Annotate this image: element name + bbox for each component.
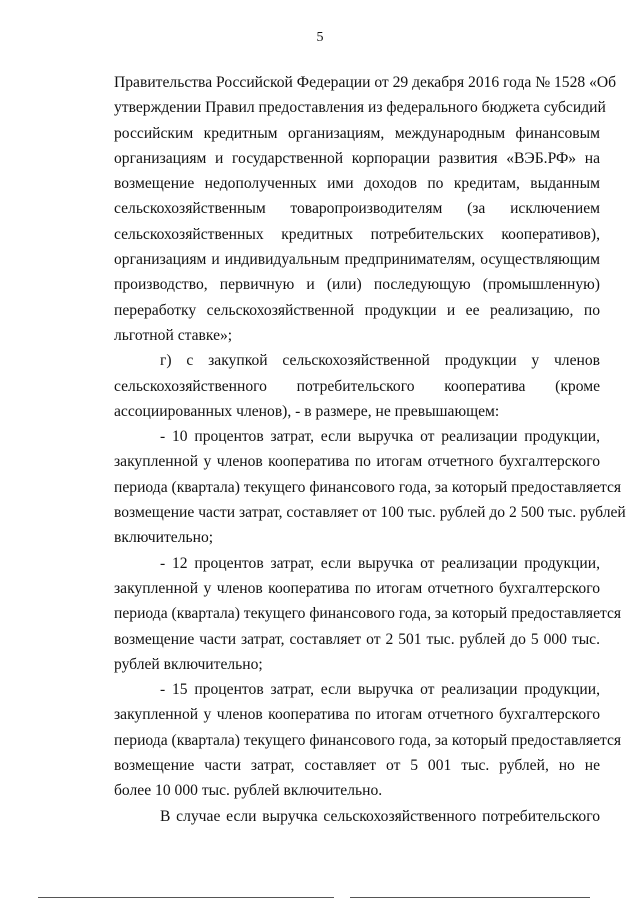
- text-line: сельскохозяйственным товаропроизводителям (за исключением: [114, 200, 600, 218]
- text-line: периода (квартала) текущего финансового года, за который предоставляется: [114, 478, 622, 496]
- text-line: г) с закупкой сельскохозяйственной продукции у членов: [160, 352, 600, 370]
- text-line: рублей включительно;: [114, 655, 263, 673]
- text-line: - 15 процентов затрат, если выручка от реализации продукции,: [160, 681, 600, 699]
- text-line: закупленной у членов кооператива по итогам отчетного бухгалтерского: [114, 579, 600, 597]
- text-line: организациям и государственной корпорации развития «ВЭБ.РФ» на: [114, 149, 600, 167]
- text-line: возмещение части затрат, составляет от 5 001 тыс. рублей, но не: [114, 757, 600, 775]
- text-line: утверждении Правил предоставления из федерального бюджета субсидий: [114, 99, 606, 117]
- text-line: сельскохозяйственных кредитных потребительских кооперативов),: [114, 225, 600, 243]
- text-line: периода (квартала) текущего финансового года, за который предоставляется: [114, 605, 622, 623]
- text-line: возмещение части затрат, составляет от 2 501 тыс. рублей до 5 000 тыс.: [114, 630, 600, 648]
- text-line: ассоциированных членов), - в размере, не превышающем:: [114, 402, 500, 420]
- footer-rule-right: [350, 897, 590, 898]
- text-line: сельскохозяйственного потребительского кооператива (кроме: [114, 377, 600, 395]
- text-line: организациям и индивидуальным предпринимателям, осуществляющим: [114, 251, 600, 269]
- document-body: [114, 70, 626, 829]
- text-line: - 12 процентов затрат, если выручка от реализации продукции,: [160, 554, 600, 572]
- text-line: периода (квартала) текущего финансового года, за который предоставляется: [114, 731, 622, 749]
- text-line: закупленной у членов кооператива по итогам отчетного бухгалтерского: [114, 706, 600, 724]
- text-line: закупленной у членов кооператива по итогам отчетного бухгалтерского: [114, 453, 600, 471]
- text-line: включительно;: [114, 529, 214, 547]
- text-line: льготной ставке»;: [114, 326, 233, 344]
- page-number: 5: [316, 30, 324, 45]
- text-line: более 10 000 тыс. рублей включительно.: [114, 782, 383, 800]
- text-line: - 10 процентов затрат, если выручка от реализации продукции,: [160, 428, 600, 446]
- text-line: возмещение недополученных ими доходов по кредитам, выданным: [114, 175, 600, 193]
- text-line: В случае если выручка сельскохозяйственного потребительского: [160, 807, 600, 825]
- text-line: производство, первичную и (или) последующую (промышленную): [114, 276, 600, 294]
- footer-rule-left: [38, 897, 334, 898]
- text-line: переработку сельскохозяйственной продукции и ее реализацию, по: [114, 301, 600, 319]
- text-line: возмещение части затрат, составляет от 100 тыс. рублей до 2 500 тыс. рублей: [114, 504, 626, 522]
- text-line: российским кредитным организациям, международным финансовым: [114, 124, 600, 142]
- text-line: Правительства Российской Федерации от 29 декабря 2016 года № 1528 «Об: [114, 74, 617, 91]
